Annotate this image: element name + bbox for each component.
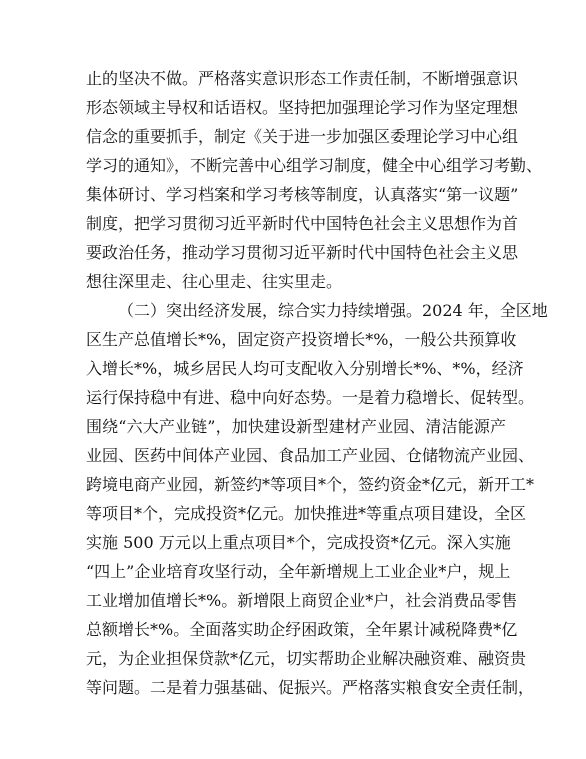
text-line: 区生产总值增长*%，固定资产投资增长*%，一般公共预算收 [86,330,517,349]
text-line: 运行保持稳中有进、稳中向好态势。一是着力稳增长、促转型。 [86,388,535,407]
text-line: 跨境电商产业园，新签约*等项目*个，签约资金*亿元，新开工* [86,475,535,494]
text-line: “四上”企业培育攻坚行动，全年新增规上工业企业*户，规上 [86,562,511,581]
text-line: 总额增长*%。全面落实助企纾困政策，全年累计减税降费*亿 [86,620,518,639]
text-line: 集体研讨、学习档案和学习考核等制度，认真落实“第一议题” [86,185,519,204]
text-line: 等问题。二是着力强基础、促振兴。严格落实粮食安全责任制， [86,678,535,697]
text-line: 信念的重要抓手，制定《关于进一步加强区委理论学习中心组 [86,127,519,146]
text-line: 学习的通知》，不断完善中心组学习制度，健全中心组学习考勤、 [86,156,543,175]
text-line: 入增长*%，城乡居民人均可支配收入分别增长*%、*%，经济 [86,359,524,378]
text-line: 工业增加值增长*%。新增限上商贸企业*户，社会消费品零售 [86,591,518,610]
text-line: 等项目*个，完成投资*亿元。加快推进*等重点项目建设，全区 [86,504,527,523]
text-line: 想往深里走、往心里走、往实里走。 [86,272,343,291]
text-line: 止的坚决不做。严格落实意识形态工作责任制，不断增强意识 [86,69,519,88]
text-line: 围绕“六大产业链”，加快建设新型建材产业园、清洁能源产 [86,417,506,436]
text-line: 元，为企业担保贷款*亿元，切实帮助企业解决融资难、融资贵 [86,649,527,668]
text-line: 业园、医药中间体产业园、食品加工产业园、仓储物流产业园、 [86,446,535,465]
text-line: 形态领域主导权和话语权。坚持把加强理论学习作为坚定理想 [86,98,519,117]
section-heading-line: （二）突出经济发展，综合实力持续增强。2024 年，全区地 [118,301,548,320]
text-line: 要政治任务，推动学习贯彻习近平新时代中国特色社会主义思 [86,243,519,262]
text-line: 实施 500 万元以上重点项目*个，完成投资*亿元。深入实施 [86,533,511,552]
text-line: 制度，把学习贯彻习近平新时代中国特色社会主义思想作为首 [86,214,519,233]
